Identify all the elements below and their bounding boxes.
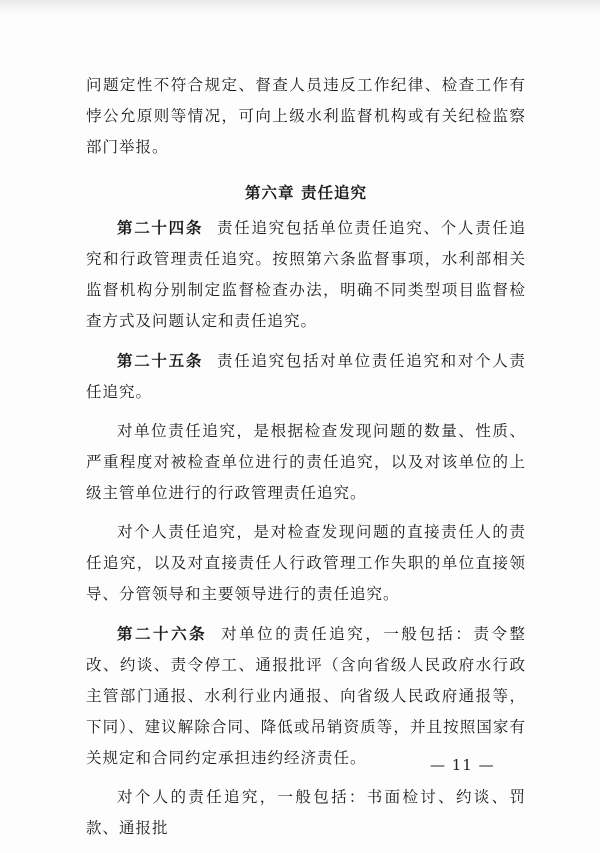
- unit-responsibility-paragraph: 对单位责任追究，是根据检查发现问题的数量、性质、严重程度对被检查单位进行的责任追究，以及对该单位的上级主管单位进行的行政管理责任追究。: [86, 422, 526, 502]
- article-25-label: 第二十五条: [117, 351, 204, 370]
- article-26: [86, 618, 526, 774]
- individual-responsibility-paragraph: 对个人的责任追究，一般包括：书面检讨、约谈、罚款、通报批: [86, 788, 526, 837]
- article-26-text: 对单位的责任追究，一般包括：责令整改、约谈、责令停工、通报批评（含向省级人民政府水行政主管部门通报、水利行业内通报、向省级人民政府通报等，下同）、建议解除合同、降低或吊销资质等，并且按照国家有关规定和合同约定承担违约经济责任。: [86, 625, 526, 767]
- scan-edge: [0, 0, 600, 14]
- article-24-text: 责任追究包括单位责任追究、个人责任追究和行政管理责任追究。按照第六条监督事项，水利部相关监督机构分别制定监督检查办法，明确不同类型项目监督检查方式及问题认定和责任追究。: [86, 219, 526, 330]
- article-24-label: 第二十四条: [117, 218, 204, 237]
- document-body: [86, 70, 526, 844]
- article-25: [86, 345, 526, 408]
- article-26-label: 第二十六条: [117, 624, 208, 643]
- person-responsibility-paragraph: 对个人责任追究，是对检查发现问题的直接责任人的责任追究，以及对直接责任人行政管理工作失职的单位直接领导、分管领导和主要领导进行的责任追究。: [86, 523, 526, 603]
- article-25-text: 责任追究包括对单位责任追究和对个人责任追究。: [86, 352, 526, 401]
- article-24: [86, 212, 526, 337]
- chapter-title: 第六章 责任追究: [245, 183, 367, 202]
- page-number: — 11 —: [430, 756, 495, 774]
- intro-paragraph: 问题定性不符合规定、督查人员违反工作纪律、检查工作有悖公允原则等情况，可向上级水利监督机构或有关纪检监察部门举报。: [86, 76, 526, 156]
